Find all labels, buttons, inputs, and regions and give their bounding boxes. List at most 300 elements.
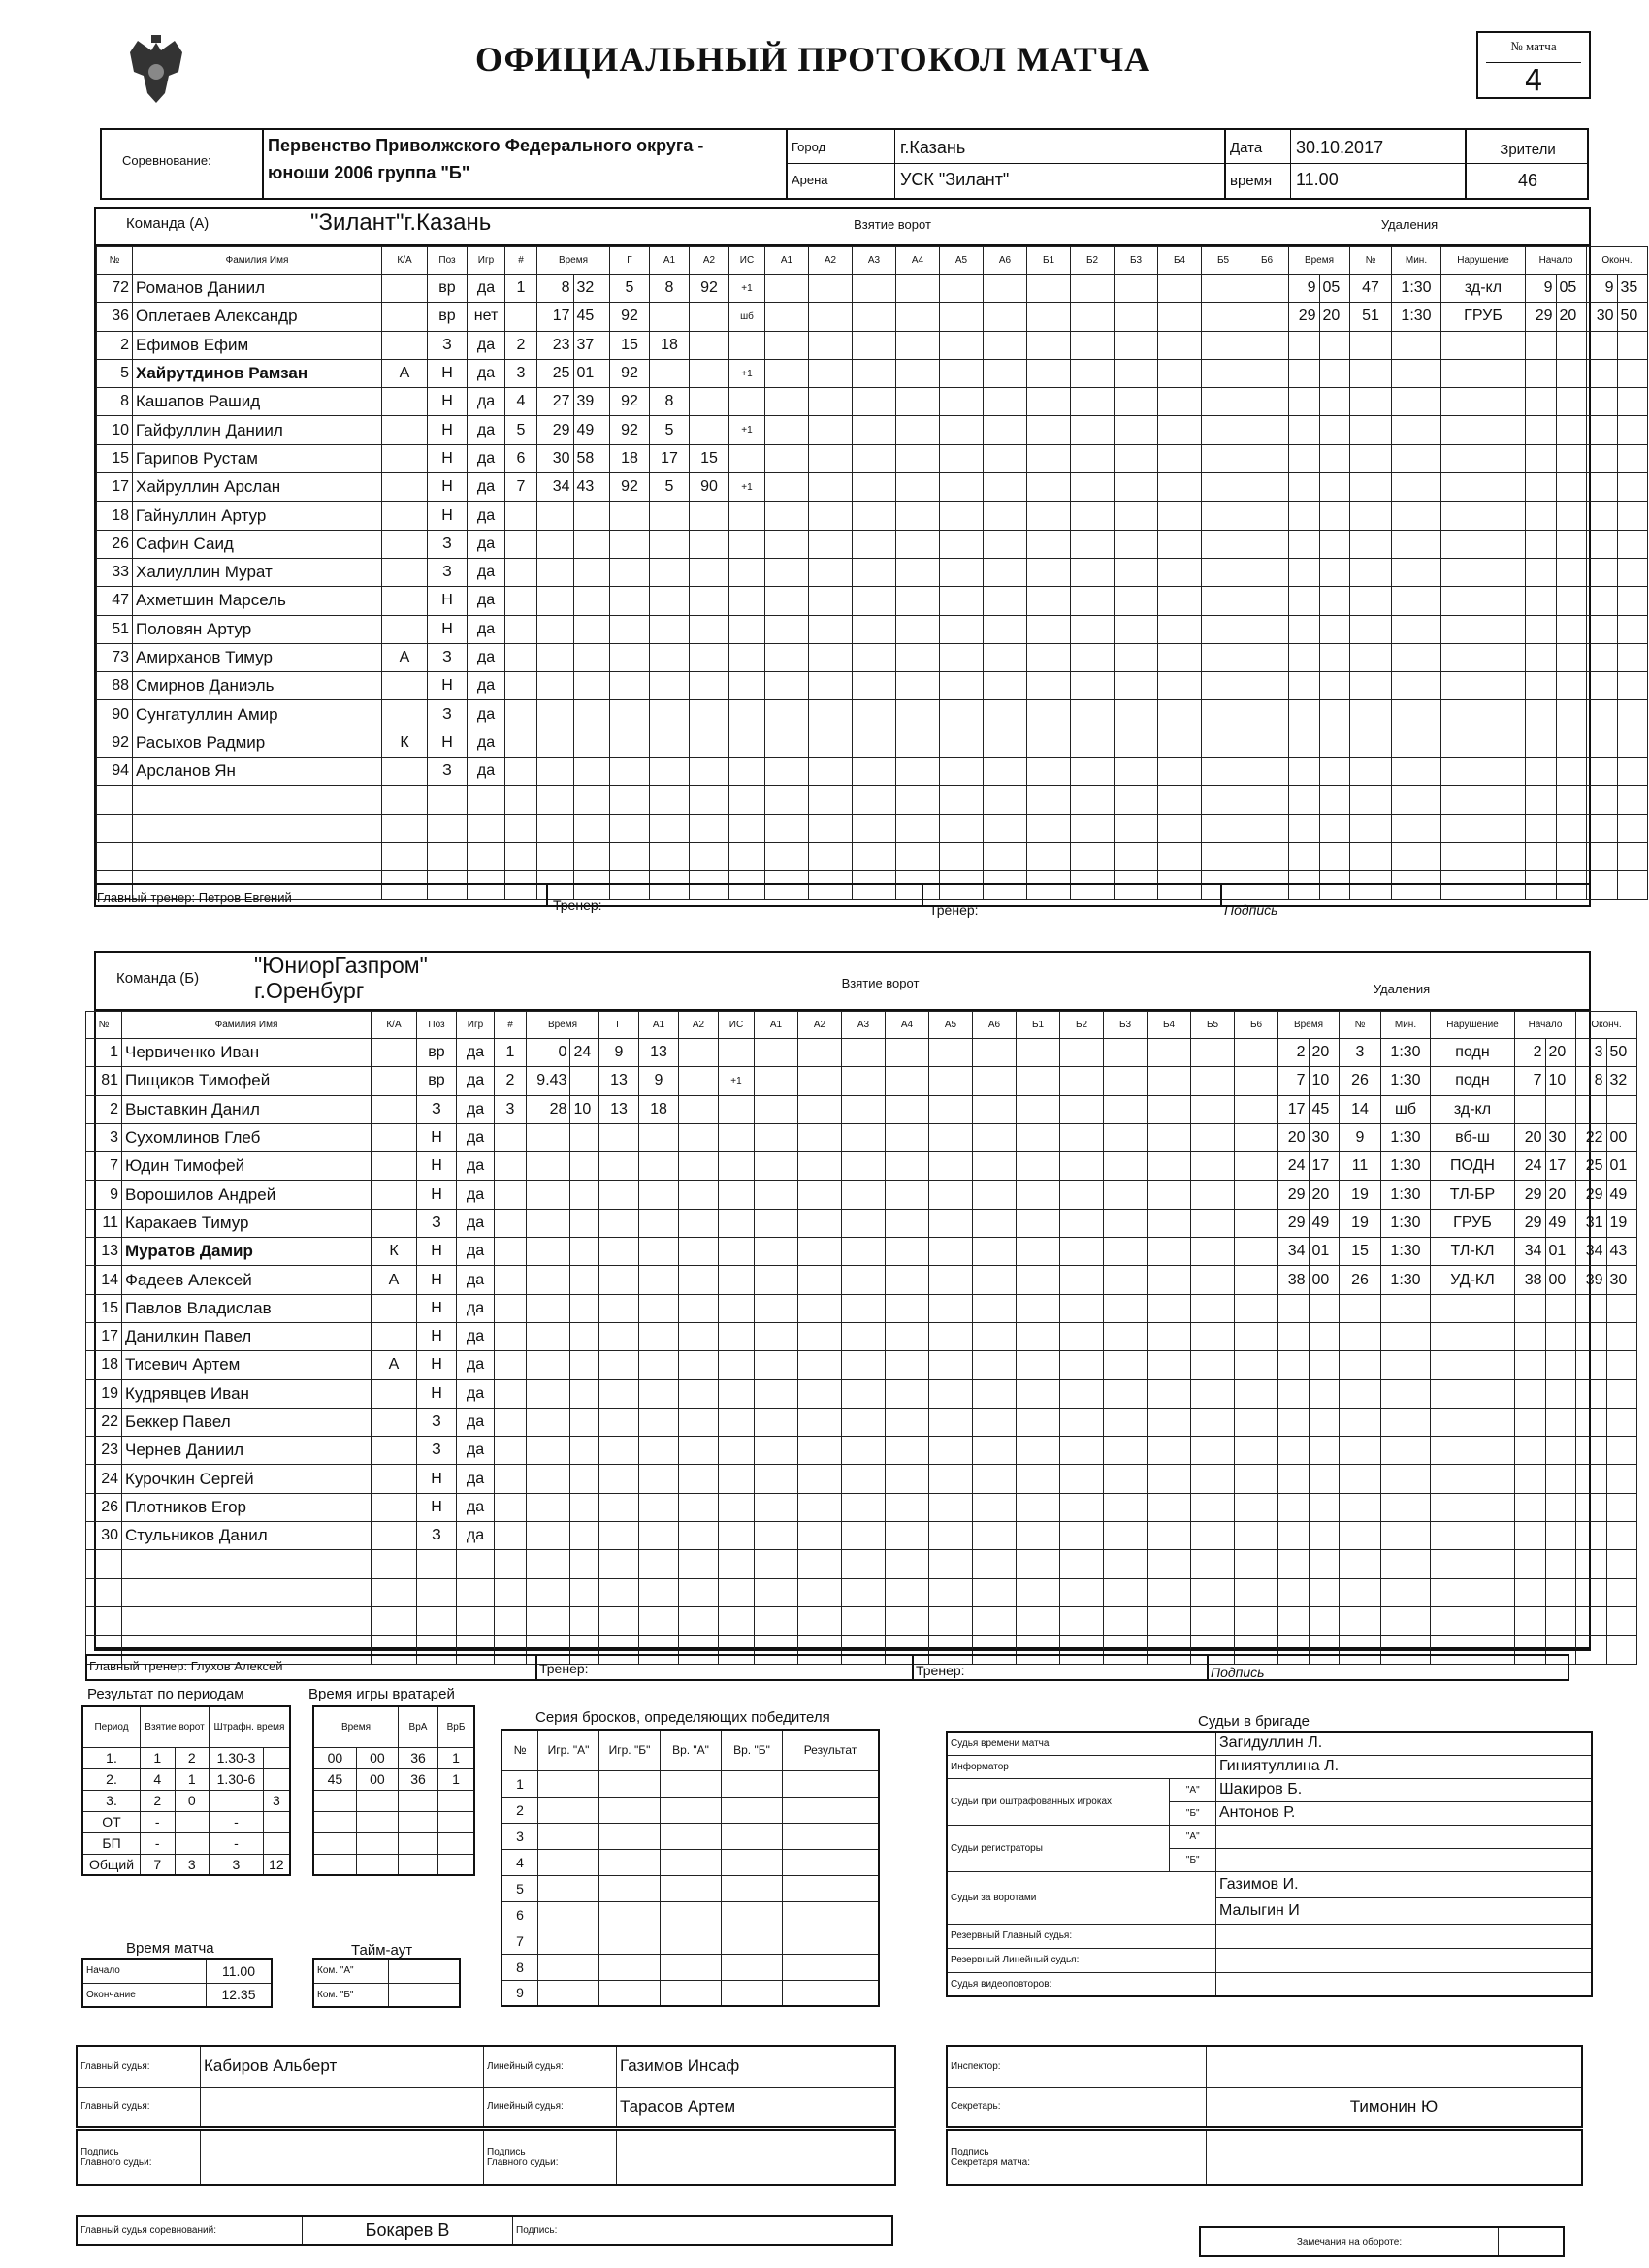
teamB-extra-cell <box>1060 1522 1104 1550</box>
teamB-extra-cell <box>1017 1322 1060 1350</box>
teamB-extra-cell <box>842 1437 886 1465</box>
teamA-header-name: Фамилия Имя <box>133 247 382 275</box>
teamA-extra-cell <box>940 700 984 729</box>
teamB-goal-minute <box>527 1266 570 1294</box>
teamB-player-captain <box>372 1522 417 1550</box>
teamB-goal-assist2 <box>679 1379 719 1408</box>
teamB-goal-number: 3 <box>495 1095 527 1123</box>
teamB-player-number <box>86 1550 122 1578</box>
shootout-cell <box>538 1849 599 1875</box>
team-a-label: Команда (А) <box>126 215 210 232</box>
teamA-pen-start-min <box>1526 615 1557 643</box>
teamA-pen-minutes <box>1392 842 1441 870</box>
teamA-extra-cell <box>809 643 853 671</box>
teamB-goal-scorer <box>599 1209 639 1237</box>
teamA-pen-violation <box>1441 615 1526 643</box>
teamB-pen-second <box>1309 1465 1340 1493</box>
teamA-extra-cell <box>809 587 853 615</box>
teamB-extra-cell <box>798 1465 842 1493</box>
teamA-pen-second <box>1319 615 1350 643</box>
teamA-extra-cell <box>853 729 896 757</box>
teamB-extra-cell <box>1104 1550 1148 1578</box>
teamB-extra-cell <box>798 1522 842 1550</box>
teamB-pen-end-sec <box>1606 1095 1637 1123</box>
teamA-pen-start-min: 29 <box>1526 303 1557 331</box>
teamB-header-g: Г <box>599 1012 639 1039</box>
teamB-extra-cell <box>1060 1379 1104 1408</box>
shootout-cell <box>722 1797 783 1823</box>
shootout-cell <box>783 1901 880 1928</box>
teamA-pen-end-sec <box>1617 530 1648 558</box>
teamB-pen-second <box>1309 1351 1340 1379</box>
teamB-extra-cell <box>973 1039 1017 1067</box>
teamB-pen-minutes <box>1381 1550 1431 1578</box>
teamA-extra-cell <box>1115 729 1158 757</box>
informer-value: Гиниятуллина Л. <box>1216 1755 1593 1778</box>
teamA-goal-second <box>573 786 610 814</box>
teamB-extra-cell <box>1060 1238 1104 1266</box>
teamA-goal-situation <box>729 814 765 842</box>
teamA-pen-start-min <box>1526 587 1557 615</box>
teamA-goal-second <box>573 842 610 870</box>
teamA-pen-minutes <box>1392 700 1441 729</box>
teamA-goal-situation <box>729 672 765 700</box>
teamA-goal-situation <box>729 729 765 757</box>
teamA-player-plays: да <box>468 587 505 615</box>
teamB-goal-minute <box>527 1437 570 1465</box>
teamA-extra-cell <box>853 530 896 558</box>
teamB-extra-cell <box>1235 1238 1278 1266</box>
teamA-goal-second <box>573 672 610 700</box>
teamA-goal-assist2 <box>690 615 729 643</box>
teamA-pen-player: 47 <box>1350 275 1392 303</box>
teamB-pen-violation <box>1431 1578 1515 1606</box>
teamB-pen-player <box>1340 1606 1381 1635</box>
teamA-pen-end-sec <box>1617 786 1648 814</box>
period-row <box>82 1768 290 1790</box>
timeout-table <box>312 1958 461 2008</box>
teamA-pen-start-sec <box>1556 842 1587 870</box>
teamA-row <box>97 643 1648 671</box>
competition-line1: Первенство Приволжского Федерального округа - <box>268 136 704 155</box>
teamB-extra-cell <box>842 1351 886 1379</box>
teamB-extra-cell <box>1148 1322 1191 1350</box>
shootout-cell <box>538 1797 599 1823</box>
teamA-extra-cell <box>853 814 896 842</box>
teamB-pen-minute <box>1278 1606 1310 1635</box>
teamB-extra-cell <box>1191 1152 1235 1181</box>
teamA-pen-second <box>1319 502 1350 530</box>
teamA-goal-scorer <box>610 643 650 671</box>
teamA-pen-start-min <box>1526 530 1557 558</box>
teamB-pen-minutes <box>1381 1294 1431 1322</box>
teamB-extra-cell <box>1148 1550 1191 1578</box>
teamA-player-plays: да <box>468 530 505 558</box>
periods-title: Результат по периодам <box>87 1686 244 1702</box>
teamA-extra-cell <box>1027 587 1071 615</box>
teamB-extra-cell <box>842 1465 886 1493</box>
teamA-player-number: 94 <box>97 758 133 786</box>
teamB-header-is: ИС <box>719 1012 755 1039</box>
teamB-pen-minute: 24 <box>1278 1152 1310 1181</box>
teamB-player-plays: да <box>457 1294 495 1322</box>
teamA-extra-cell <box>1245 359 1289 387</box>
teamB-player-number: 9 <box>86 1181 122 1209</box>
teamB-player-name: Тисевич Артем <box>122 1351 372 1379</box>
teamA-pen-end-min <box>1587 842 1618 870</box>
teamB-pen-start-min: 24 <box>1515 1152 1546 1181</box>
teamB-extra-cell <box>1235 1493 1278 1521</box>
teamA-goal-assist2: 15 <box>690 444 729 472</box>
teamA-goal-assist1 <box>650 359 690 387</box>
shootout-header-result: Результат <box>783 1730 880 1770</box>
teamB-player-plays: да <box>457 1379 495 1408</box>
teamB-pen-end-sec <box>1606 1294 1637 1322</box>
teamB-extra-cell <box>929 1123 973 1151</box>
shootout-row <box>501 1823 879 1849</box>
teamB-pen-end-sec: 01 <box>1606 1152 1637 1181</box>
teamA-player-position <box>428 814 468 842</box>
teamB-extra-cell <box>1017 1493 1060 1521</box>
teamA-header-a2: А2 <box>690 247 729 275</box>
teamB-extra-cell <box>798 1181 842 1209</box>
teamA-pen-minutes <box>1392 587 1441 615</box>
teamA-extra-cell <box>1202 388 1245 416</box>
teamB-player-position: Н <box>417 1379 457 1408</box>
teamB-extra-cell <box>886 1123 929 1151</box>
teamA-row <box>97 331 1648 359</box>
teamB-goal-second <box>570 1578 599 1606</box>
teamA-extra-cell <box>896 729 940 757</box>
teamA-extra-cell <box>1202 275 1245 303</box>
teamB-goal-assist2 <box>679 1294 719 1322</box>
teamB-extra-cell <box>1017 1578 1060 1606</box>
teamB-pen-second: 17 <box>1309 1152 1340 1181</box>
teamA-extra-cell <box>1158 786 1202 814</box>
teamA-goal-assist2 <box>690 416 729 444</box>
teamB-goal-minute <box>527 1181 570 1209</box>
teamA-pen-end-sec <box>1617 700 1648 729</box>
teamA-pen-second <box>1319 729 1350 757</box>
period-pa <box>210 1790 264 1811</box>
teamB-extra-cell <box>1104 1294 1148 1322</box>
teamB-pen-minute <box>1278 1550 1310 1578</box>
teamA-player-captain <box>382 473 428 502</box>
teamA-pen-end-min <box>1587 502 1618 530</box>
teamB-extra-cell <box>1104 1408 1148 1436</box>
team-a-penalties-title: Удаления <box>1380 217 1439 232</box>
teamA-pen-end-min: 30 <box>1587 303 1618 331</box>
period-p: Общий <box>82 1854 141 1875</box>
teamA-extra-cell <box>1071 388 1115 416</box>
teamA-extra-cell <box>1027 502 1071 530</box>
teamA-extra-cell <box>940 615 984 643</box>
teamB-extra-cell <box>1104 1322 1148 1350</box>
teamB-extra-cell <box>1148 1067 1191 1095</box>
teamA-pen-end-sec <box>1617 388 1648 416</box>
teamA-extra-cell <box>765 615 809 643</box>
teamB-pen-second <box>1309 1550 1340 1578</box>
teamA-extra-cell <box>984 758 1027 786</box>
teamA-extra-cell <box>984 871 1027 899</box>
teamB-goal-assist1 <box>639 1437 679 1465</box>
teamA-row <box>97 502 1648 530</box>
teamA-player-number: 33 <box>97 558 133 586</box>
teamA-extra-cell <box>896 444 940 472</box>
teamB-pen-minute <box>1278 1379 1310 1408</box>
teamB-extra-cell <box>1148 1266 1191 1294</box>
teamB-player-plays: да <box>457 1351 495 1379</box>
teamA-pen-second: 05 <box>1319 275 1350 303</box>
teamA-player-plays: да <box>468 275 505 303</box>
teamB-pen-end-sec: 50 <box>1606 1039 1637 1067</box>
teamA-goal-scorer <box>610 530 650 558</box>
teamA-extra-cell <box>765 416 809 444</box>
teamA-pen-start-min <box>1526 842 1557 870</box>
teamB-pen-start-min: 29 <box>1515 1181 1546 1209</box>
teamA-extra-cell <box>853 444 896 472</box>
teamA-pen-end-min <box>1587 672 1618 700</box>
teamB-pen-end-min <box>1576 1408 1607 1436</box>
teamA-goal-scorer <box>610 700 650 729</box>
teamB-goal-situation <box>719 1152 755 1181</box>
teamA-player-position: З <box>428 643 468 671</box>
teamB-extra-cell <box>886 1522 929 1550</box>
teamB-goal-assist1: 9 <box>639 1067 679 1095</box>
teamB-pen-second: 49 <box>1309 1209 1340 1237</box>
teamB-extra-cell <box>842 1578 886 1606</box>
teamA-goal-scorer: 5 <box>610 275 650 303</box>
teamB-extra-cell <box>886 1294 929 1322</box>
penalty-judges-label: Судьи при оштрафованных игроках <box>947 1778 1170 1825</box>
teamB-player-position: вр <box>417 1039 457 1067</box>
teamA-goal-assist2 <box>690 814 729 842</box>
teamB-player-name: Павлов Владислав <box>122 1294 372 1322</box>
spectators-label: Зрители <box>1500 142 1556 158</box>
teamA-goal-situation <box>729 444 765 472</box>
teamB-pen-minute <box>1278 1294 1310 1322</box>
teamA-player-captain <box>382 786 428 814</box>
period-pa: 1.30-3 <box>210 1747 264 1768</box>
teamA-goal-assist1 <box>650 558 690 586</box>
teamB-extra-cell <box>1060 1123 1104 1151</box>
teamB-player-plays: да <box>457 1493 495 1521</box>
teamB-extra-cell <box>1017 1408 1060 1436</box>
head-coach-label: Главный тренер: <box>89 1659 188 1673</box>
teamB-pen-violation <box>1431 1408 1515 1436</box>
period-p: 2. <box>82 1768 141 1790</box>
teamA-pen-start-sec <box>1556 814 1587 842</box>
teamA-header-g: Г <box>610 247 650 275</box>
teamB-goal-situation <box>719 1493 755 1521</box>
period-p: ОТ <box>82 1811 141 1832</box>
teamA-row <box>97 558 1648 586</box>
teamA-player-plays: да <box>468 388 505 416</box>
teamB-goal-assist1: 18 <box>639 1095 679 1123</box>
teamA-pen-second <box>1319 758 1350 786</box>
teamB-pen-violation: зд-кл <box>1431 1095 1515 1123</box>
teamA-row <box>97 729 1648 757</box>
teamA-extra-cell <box>809 842 853 870</box>
teamA-extra-cell <box>1027 786 1071 814</box>
teamA-extra-cell <box>1158 758 1202 786</box>
teamB-goal-number <box>495 1465 527 1493</box>
teamA-goal-number <box>505 700 537 729</box>
teamA-goal-minute: 8 <box>537 275 574 303</box>
teamB-player-captain <box>372 1322 417 1350</box>
teamB-extra-cell <box>1235 1465 1278 1493</box>
teamB-row <box>86 1095 1637 1123</box>
teamA-player-plays: да <box>468 758 505 786</box>
teamB-goal-scorer <box>599 1408 639 1436</box>
teamA-goal-number: 3 <box>505 359 537 387</box>
teamA-extra-cell <box>1202 758 1245 786</box>
teamB-pen-violation: ПОДН <box>1431 1152 1515 1181</box>
teamB-extra-cell <box>1191 1322 1235 1350</box>
teamB-extra-cell <box>842 1493 886 1521</box>
shootout-cell <box>661 1875 722 1901</box>
teamA-row <box>97 871 1648 899</box>
teamB-extra-cell <box>886 1437 929 1465</box>
teamA-header-hash: # <box>505 247 537 275</box>
teamB-goal-assist2 <box>679 1465 719 1493</box>
teamA-extra-cell <box>984 587 1027 615</box>
teamA-pen-violation <box>1441 473 1526 502</box>
teamA-player-captain <box>382 303 428 331</box>
shootout-header-ga: Вр. "А" <box>661 1730 722 1770</box>
teamB-pen-violation <box>1431 1522 1515 1550</box>
teamB-goal-assist1 <box>639 1322 679 1350</box>
teamB-extra-cell <box>1104 1465 1148 1493</box>
teamB-goal-situation <box>719 1181 755 1209</box>
teamA-extra-cell <box>853 643 896 671</box>
teamB-goal-scorer: 13 <box>599 1095 639 1123</box>
teamA-player-plays: да <box>468 672 505 700</box>
teamA-extra-cell <box>1202 558 1245 586</box>
teamA-pen-minutes: 1:30 <box>1392 275 1441 303</box>
teamB-pen-second <box>1309 1437 1340 1465</box>
teamA-extra-cell <box>984 530 1027 558</box>
teamA-extra-cell <box>940 359 984 387</box>
signatures-table <box>76 2129 896 2186</box>
teamB-goal-situation <box>719 1379 755 1408</box>
shootout-cell <box>661 1849 722 1875</box>
teamB-extra-cell <box>755 1238 798 1266</box>
teamA-goal-situation: +1 <box>729 416 765 444</box>
teamA-header-ka: К/А <box>382 247 428 275</box>
teamA-pen-minute <box>1289 842 1320 870</box>
teamA-extra-cell <box>765 388 809 416</box>
teamA-extra-cell <box>1027 700 1071 729</box>
arena-label: Арена <box>792 173 828 187</box>
teamA-goal-minute: 30 <box>537 444 574 472</box>
teamA-player-position: З <box>428 331 468 359</box>
teamB-pen-second <box>1309 1493 1340 1521</box>
teamB-extra-cell <box>1104 1039 1148 1067</box>
shootout-cell <box>783 1875 880 1901</box>
sig-main-label-1: Подпись <box>81 2147 119 2157</box>
teamA-extra-cell <box>1071 643 1115 671</box>
teamA-pen-start-min <box>1526 331 1557 359</box>
teamA-pen-end-sec <box>1617 672 1648 700</box>
teamA-player-plays: да <box>468 359 505 387</box>
teamA-goal-second <box>573 871 610 899</box>
teamB-goal-number <box>495 1152 527 1181</box>
teamB-player-number: 22 <box>86 1408 122 1436</box>
teamA-goal-number: 4 <box>505 388 537 416</box>
periods-header-period: Период <box>82 1706 141 1747</box>
teamA-extra-cell <box>809 786 853 814</box>
teamB-extra-cell <box>842 1209 886 1237</box>
period-b: 2 <box>175 1747 210 1768</box>
teamA-extra-cell <box>1071 871 1115 899</box>
teamB-goal-second <box>570 1238 599 1266</box>
teamB-goal-second <box>570 1408 599 1436</box>
teamB-extra-cell <box>798 1379 842 1408</box>
match-number-label: № матча <box>1510 39 1557 53</box>
teamA-extra-cell <box>896 275 940 303</box>
teamA-extra-cell <box>1202 842 1245 870</box>
teamB-goal-second <box>570 1550 599 1578</box>
teamA-extra-cell <box>940 502 984 530</box>
teamA-extra-cell <box>984 842 1027 870</box>
teamB-pen-second <box>1309 1379 1340 1408</box>
shootout-cell <box>538 1823 599 1849</box>
teamA-extra-cell <box>1071 786 1115 814</box>
teamB-pen-violation <box>1431 1606 1515 1635</box>
teamB-extra-cell <box>1191 1351 1235 1379</box>
teamB-extra-cell <box>798 1039 842 1067</box>
teamB-goal-minute <box>527 1578 570 1606</box>
teamA-goal-minute <box>537 587 574 615</box>
teamA-player-captain <box>382 758 428 786</box>
teamA-extra-cell <box>1158 672 1202 700</box>
teamA-goal-scorer <box>610 758 650 786</box>
teamA-goal-situation <box>729 615 765 643</box>
teamA-player-position: Н <box>428 729 468 757</box>
match-end-value: 12.35 <box>207 1983 273 2007</box>
teamA-pen-minute <box>1289 473 1320 502</box>
teamA-player-name: Гайнуллин Артур <box>133 502 382 530</box>
teamA-extra-cell <box>1027 672 1071 700</box>
period-p: 1. <box>82 1747 141 1768</box>
teamA-extra-cell <box>1115 275 1158 303</box>
teamA-pen-end-sec <box>1617 473 1648 502</box>
teamA-pen-start-min <box>1526 672 1557 700</box>
teamA-player-number: 51 <box>97 615 133 643</box>
teamA-goal-second: 39 <box>573 388 610 416</box>
teamB-pen-header-min: Мин. <box>1381 1012 1431 1039</box>
teamA-extra-cell <box>1071 275 1115 303</box>
teamA-pen-second <box>1319 388 1350 416</box>
teamA-goal-scorer: 18 <box>610 444 650 472</box>
teamA-extra-cell <box>853 615 896 643</box>
teamB-pen-minutes: 1:30 <box>1381 1238 1431 1266</box>
teamB-pen-player: 9 <box>1340 1123 1381 1151</box>
teamA-goal-minute <box>537 672 574 700</box>
teamB-pen-start-min <box>1515 1322 1546 1350</box>
teamB-extra-cell <box>798 1238 842 1266</box>
teamB-goal-assist2 <box>679 1039 719 1067</box>
teamB-goal-scorer <box>599 1522 639 1550</box>
teamA-pen-violation <box>1441 700 1526 729</box>
team-a-signature-label: Подпись <box>1224 902 1278 918</box>
teamB-pen-header-num: № <box>1340 1012 1381 1039</box>
teamB-goal-scorer <box>599 1606 639 1635</box>
teamA-extra-cell <box>1115 359 1158 387</box>
teamB-player-name: Курочкин Сергей <box>122 1465 372 1493</box>
teamB-goal-situation <box>719 1578 755 1606</box>
